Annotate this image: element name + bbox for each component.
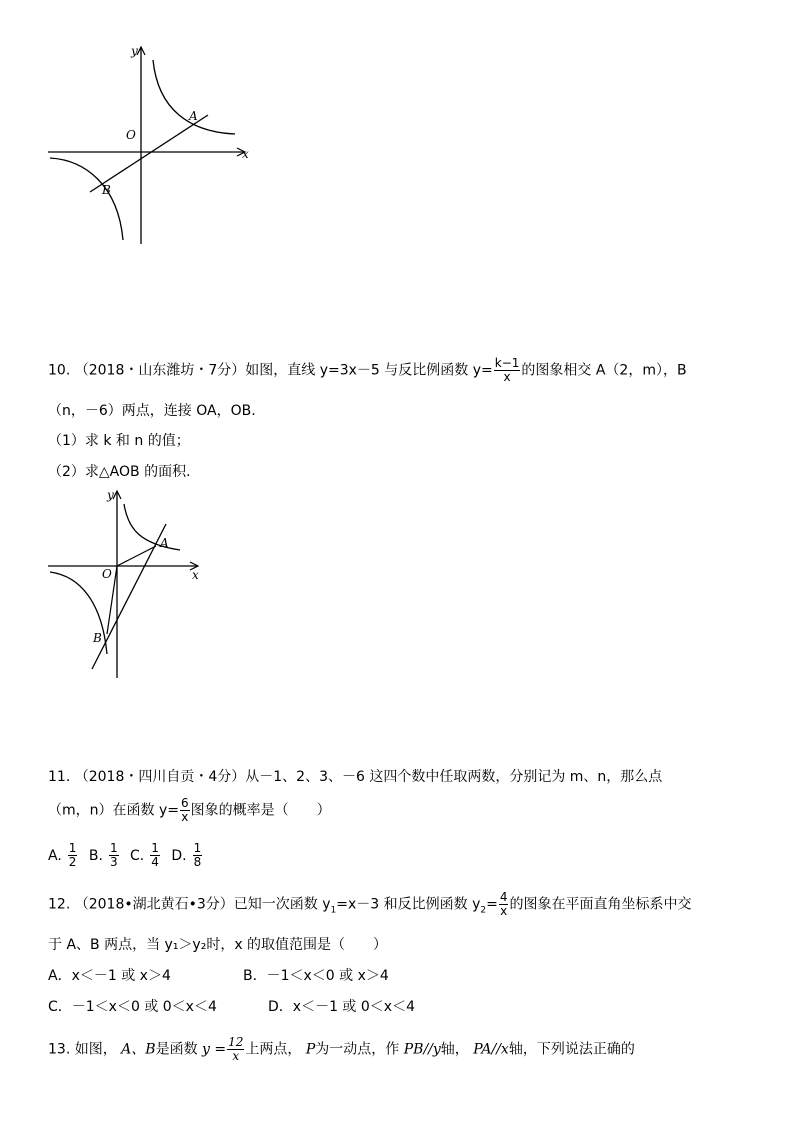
q11-option-c[interactable]: C. $\frac{1}{4}$ (130, 841, 159, 869)
q13-pb: PB//y (403, 1041, 441, 1058)
q13-t1: 如图， (74, 1041, 117, 1058)
q11-option-a[interactable]: A. $\frac{1}{2}$ (48, 841, 77, 869)
q11-options (48, 842, 203, 869)
q11-number: 11. (48, 769, 71, 785)
q13-number: 13. (48, 1041, 71, 1058)
q13-pa: PA//x (473, 1041, 509, 1058)
q10-line2: （n，－6）两点，连接 OA，OB. (48, 403, 256, 419)
q12-text-a: （2018•湖北黄石•3分）已知一次函数 y (74, 896, 331, 913)
q11-line2-end: 图象的概率是（ ） (190, 802, 331, 819)
q10-fraction: $\frac{k-1}{x}$ (494, 356, 520, 384)
q13-func: y = (202, 1041, 227, 1058)
q13-ab: A、B (121, 1041, 156, 1058)
q13-p: P (305, 1041, 316, 1058)
q10-number: 10. (48, 362, 71, 379)
q12-option-a[interactable]: A．x＜－1 或 x＞4 (48, 968, 171, 984)
q12-text-c: = (486, 896, 498, 913)
q11-fraction: $\frac{6}{x}$ (180, 796, 189, 824)
q12-option-c[interactable]: C．－1＜x＜0 或 0＜x＜4 (48, 999, 217, 1015)
q10-after: 的图象相交 A（2，m），B (521, 362, 687, 379)
q13-line1 (48, 1036, 635, 1063)
q12-text-d: 的图象在平面直角坐标系中交 (509, 896, 692, 913)
origin-label: O (126, 128, 136, 142)
origin-label: O (102, 567, 112, 581)
x-axis-label: x (192, 568, 199, 582)
q11-line1 (48, 766, 662, 786)
q13-t5: 轴， (440, 1041, 469, 1058)
q12-sub1: 1 (330, 905, 337, 916)
q10-line1 (48, 357, 687, 384)
q13-t2: 是函数 (155, 1041, 198, 1058)
y-axis-label: y (131, 44, 138, 58)
q12-sub2: 2 (480, 905, 487, 916)
q11-text: （2018・四川自贡・4分）从－1、2、3、－6 这四个数中任取两数，分别记为 m、n，那么点 (74, 769, 663, 785)
q12-number: 12. (48, 896, 71, 913)
figure-2-hyperbola (40, 484, 210, 684)
q11-option-b[interactable]: B. $\frac{1}{3}$ (88, 841, 118, 869)
q11-line2 (48, 797, 331, 824)
point-a-label: A (160, 536, 169, 550)
q13-t4: 为一动点，作 (315, 1041, 400, 1058)
q12-line1 (48, 891, 691, 918)
q13-t3: 上两点， (245, 1041, 302, 1058)
point-b-label: B (93, 631, 102, 645)
q12-text-b: =x－3 和反比例函数 y (336, 896, 481, 913)
q13-t6: 轴，下列说法正确的 (508, 1041, 635, 1058)
q12-line2: 于 A、B 两点，当 y₁＞y₂时，x 的取值范围是（ ） (48, 937, 388, 953)
point-b-label: B (102, 183, 111, 197)
q10-source: （2018・山东潍坊・7分）如图，直线 y=3x－5 与反比例函数 y= (74, 362, 493, 379)
q12-option-d[interactable]: D．x＜－1 或 0＜x＜4 (268, 999, 415, 1015)
x-axis-label: x (242, 147, 249, 161)
q10-sub1: （1）求 k 和 n 的值； (48, 433, 190, 449)
q12-option-b[interactable]: B．－1＜x＜0 或 x＞4 (243, 968, 389, 984)
figure-1-hyperbola (40, 40, 260, 250)
linear-function-line (90, 115, 208, 192)
q11-option-d[interactable]: D. $\frac{1}{8}$ (171, 841, 202, 869)
q12-fraction: $\frac{4}{x}$ (499, 890, 508, 918)
point-a-label: A (189, 109, 198, 123)
q10-sub2: （2）求△AOB 的面积. (48, 464, 191, 480)
y-axis-label: y (107, 488, 114, 502)
q11-line2-text: （m，n）在函数 y= (48, 802, 179, 819)
hyperbola-branch-lower (50, 158, 123, 240)
hyperbola-branch-upper (124, 504, 180, 550)
q13-fraction: $\frac{12}{x}$ (228, 1035, 244, 1063)
linear-function-line (92, 524, 166, 669)
